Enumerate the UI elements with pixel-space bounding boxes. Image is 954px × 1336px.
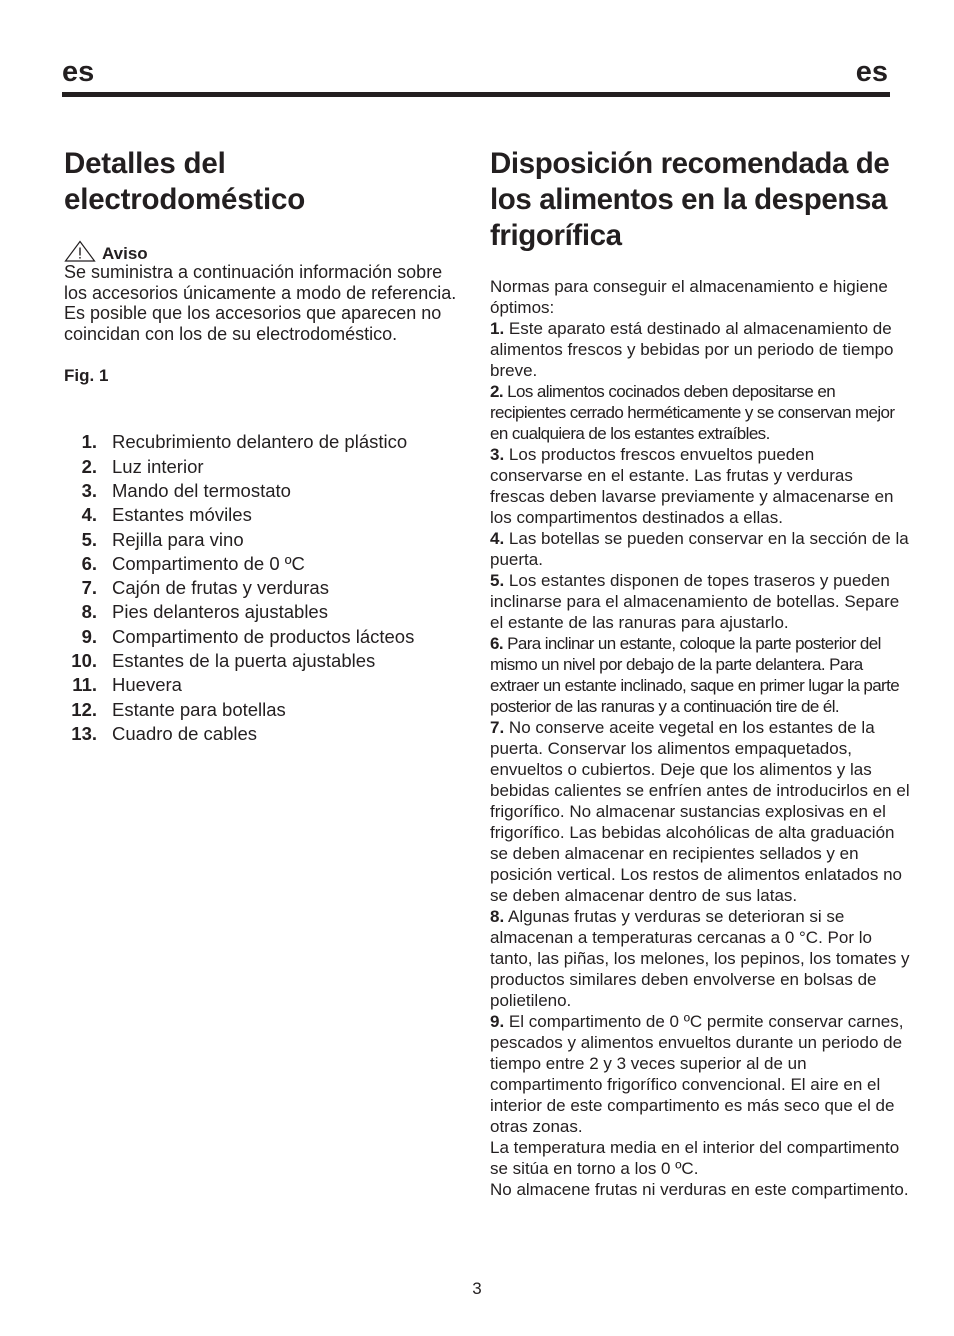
item-text: Cajón de frutas y verduras [112,577,329,599]
rule-paragraph [490,633,910,717]
section-title-appliance-details [64,146,469,218]
warning-text: Se suministra a continuación información sobre los accesorios únicamente a modo de referencia. Es posible que los accesorios que aparecen no coincidan con los de su electrodoméstico. [64,262,457,344]
item-text: Cuadro de cables [112,722,258,744]
item-text: Luz interior [112,455,204,477]
item-text: Pies delanteros ajustables [112,601,328,623]
storage-rules [490,318,910,1200]
item-number: 2. [81,455,97,477]
rule-number: 6. [490,634,503,653]
item-number: 5. [81,528,97,550]
header-rule [62,92,890,97]
rule-paragraph [490,528,910,570]
list-item [64,649,469,673]
title-line: frigorífica [490,219,622,252]
list-item [64,576,469,600]
title-line: Detalles del [64,147,226,180]
item-number: 11. [72,674,97,696]
list-item [64,600,469,624]
rule-number: 4. [490,529,505,548]
list-item [64,722,469,746]
warning-heading [64,240,469,262]
rule-paragraph [490,570,910,633]
list-item [64,479,469,503]
list-item [64,698,469,722]
rule-text: Los productos frescos envueltos pueden conservarse en el estante. Las frutas y verduras frescas deben lavarse previamente y almacenarse en los compartimentos destinados a ellas. [490,445,894,527]
rule-number: 5. [490,571,505,590]
rule-paragraph [490,381,910,444]
title-line: Disposición recomendada de [490,147,890,180]
rule-text: Este aparato está destinado al almacenamiento de alimentos frescos y bebidas por un periodo de tiempo breve. [490,319,894,380]
rule-paragraph [490,444,910,528]
item-text: Estantes móviles [112,504,252,526]
language-code-right: es [855,56,888,88]
item-text: Huevera [112,674,182,696]
rule-paragraph [490,717,910,906]
item-number: 4. [81,504,97,526]
item-text: Compartimento de productos lácteos [112,625,415,647]
item-text: Recubrimiento delantero de plástico [112,431,408,453]
title-line: los alimentos en la despensa [490,183,888,216]
item-text: Compartimento de 0 ºC [112,552,305,574]
list-item [64,503,469,527]
rule-number: 2. [490,382,503,401]
parts-list [64,430,469,746]
item-number: 12. [71,698,97,720]
rule-number: 7. [490,718,505,737]
rule-text: El compartimento de 0 ºC permite conservar carnes, pescados y alimentos envueltos durante un periodo de tiempo entre 2 y 3 veces superior al de un compartimento frigorífico convencional. El aire en el interior de este compartimento es más seco que el de otras zonas. [490,1012,904,1136]
item-number: 6. [81,552,97,574]
extra-note: La temperatura media en el interior del compartimento se sitúa en torno a los 0 ºC. [490,1138,900,1178]
item-number: 13. [71,722,97,744]
item-number: 9. [81,625,97,647]
language-code-left: es [62,56,95,88]
warning-triangle-icon [64,240,96,262]
food-storage-section [490,146,910,1200]
rule-number: 3. [490,445,505,464]
rule-number: 9. [490,1012,505,1031]
list-item [64,673,469,697]
rule-number: 8. [490,907,505,926]
item-text: Estantes de la puerta ajustables [112,650,376,672]
list-item [64,455,469,479]
intro-text: Normas para conseguir el almacenamiento e higiene óptimos: [490,277,888,317]
list-item [64,552,469,576]
extra-note: No almacene frutas ni verduras en este compartimento. [490,1180,909,1199]
page-number: 3 [472,1279,482,1298]
rule-text: Las botellas se pueden conservar en la sección de la puerta. [490,529,909,569]
item-text: Rejilla para vino [112,528,244,550]
rule-text: Los alimentos cocinados deben depositarse en recipientes cerrado herméticamente y se conservan mejor en cualquiera de los estantes extraíbles. [490,382,895,443]
item-number: 10. [71,650,97,672]
rule-paragraph [490,318,910,381]
rule-text: No conserve aceite vegetal en los estantes de la puerta. Conservar los alimentos empaquetados, envueltos o cubiertos. Deje que los alimentos y las bebidas calientes se enfríen antes de introducirlos en el frigorífico. No almacenar sustancias explosivas en el frigorífico. Las bebidas alcohólicas de alta graduación se deben almacenar en recipientes sellados y en posición vertical. Los restos de alimentos enlatados no se deben almacenar dentro de sus latas. [490,718,910,905]
section-title-food-storage [490,146,910,254]
item-number: 8. [81,601,97,623]
appliance-details-section [64,146,469,746]
warning-label: Aviso [102,244,148,263]
rule-text: Para inclinar un estante, coloque la parte posterior del mismo un nivel por debajo de la parte delantera. Para extraer un estante inclinado, saque en primer lugar la parte posterior de las ranuras y a continuación tire de él. [490,634,900,716]
title-line: electrodoméstico [64,183,306,216]
item-number: 3. [81,479,97,501]
rule-text: Algunas frutas y verduras se deterioran si se almacenan a temperaturas cercanas a 0 °C. Por lo tanto, las piñas, los melones, los pepinos, los tomates y productos similares deben envolverse en bolsas de polietileno. [490,907,910,1010]
figure-reference: Fig. 1 [64,366,109,386]
item-number: 7. [81,577,97,599]
rule-paragraph [490,906,910,1011]
item-number: 1. [81,431,97,453]
rule-text: Los estantes disponen de topes traseros y pueden inclinarse para el almacenamiento de botellas. Separe el estante de las ranuras para ajustarlo. [490,571,900,632]
item-text: Estante para botellas [112,698,286,720]
rule-paragraph [490,1011,910,1137]
item-text: Mando del termostato [112,479,291,501]
list-item [64,625,469,649]
rule-number: 1. [490,319,505,338]
list-item [64,430,469,454]
list-item [64,528,469,552]
